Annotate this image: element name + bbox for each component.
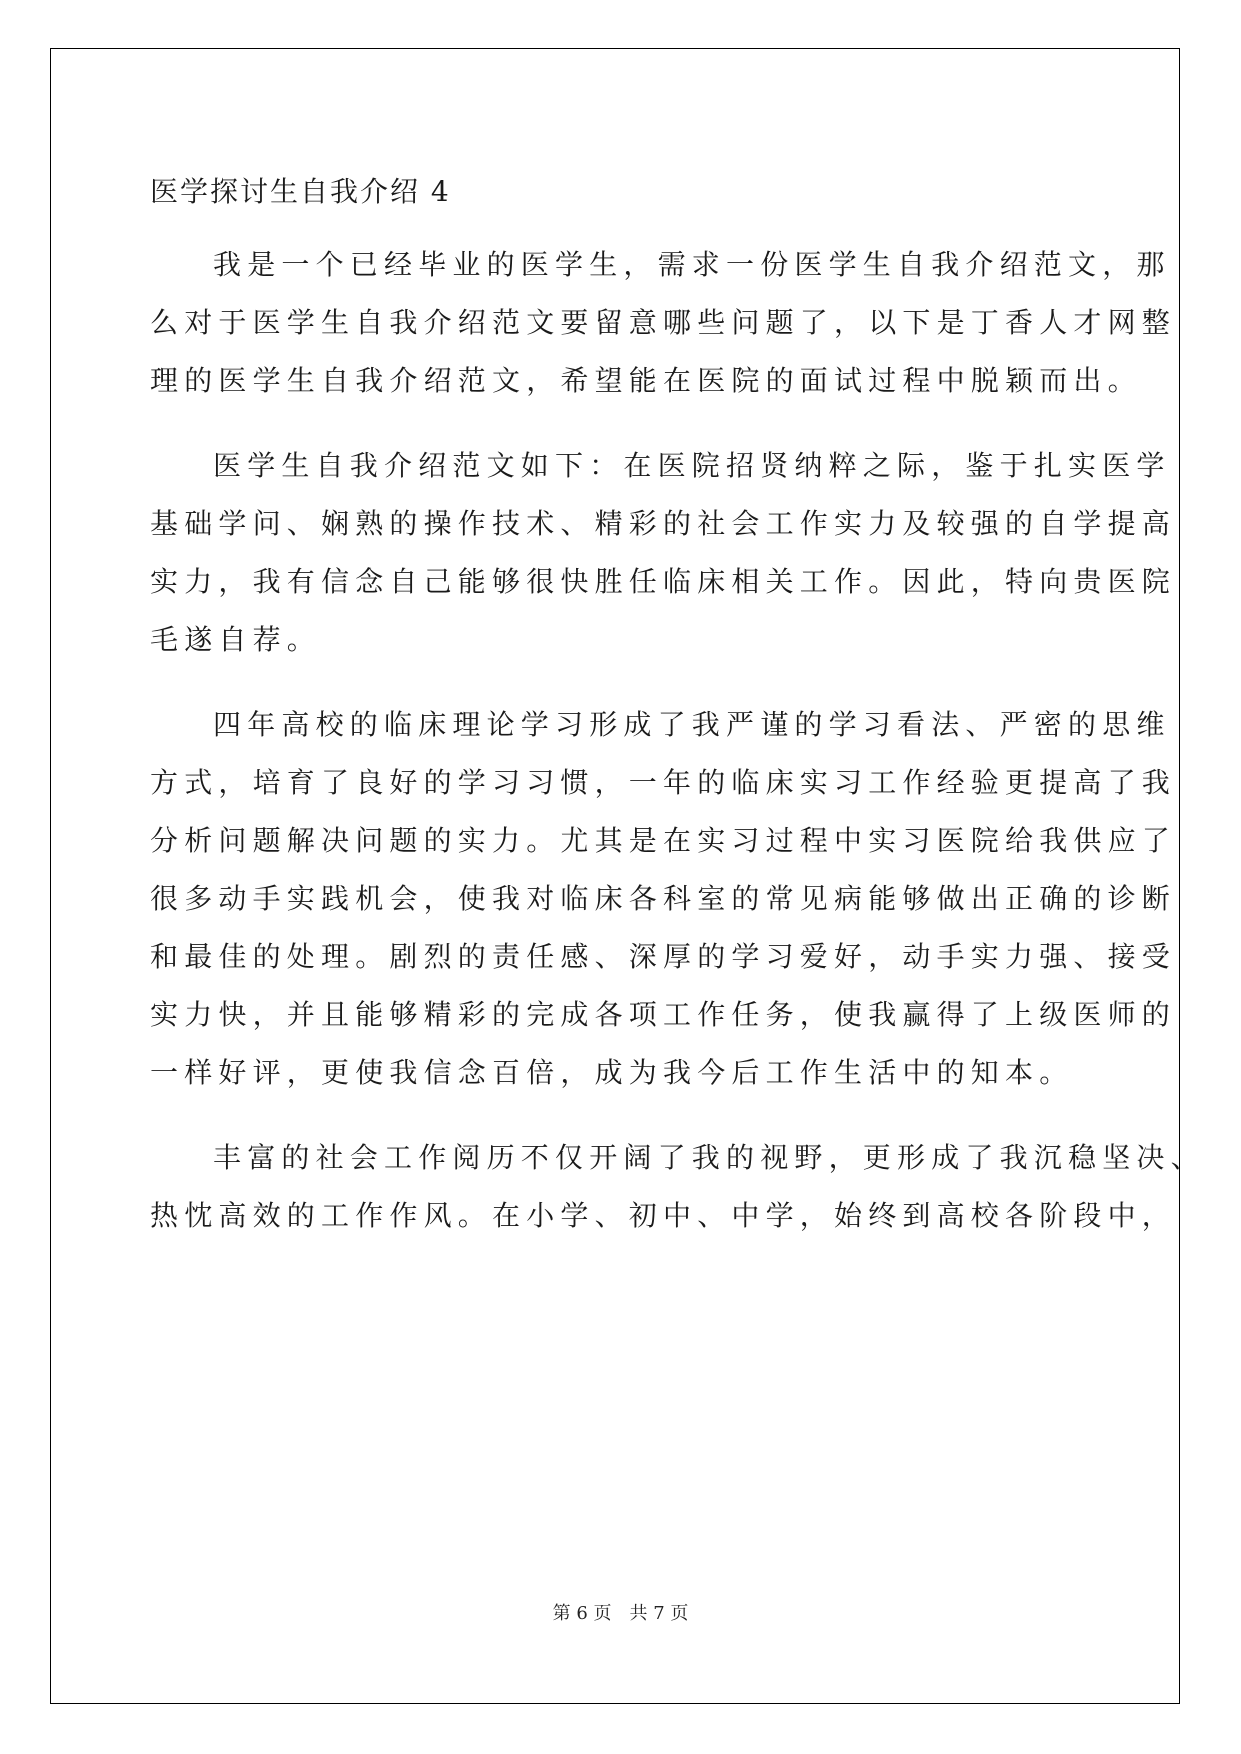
document-body bbox=[150, 162, 1205, 1272]
text-line: 毛遂自荐。 bbox=[150, 623, 322, 656]
text-line: 四年高校的临床理论学习形成了我严谨的学习看法、严密的思维 bbox=[213, 708, 1171, 741]
text-line: 和最佳的处理。剧烈的责任感、深厚的学习爱好，动手实力强、接受 bbox=[150, 940, 1177, 973]
document-title: 医学探讨生自我介绍 4 bbox=[150, 175, 451, 208]
text-line: 基础学问、娴熟的操作技术、精彩的社会工作实力及较强的自学提高 bbox=[150, 507, 1177, 540]
page-number-current: 第 6 页 bbox=[552, 1603, 612, 1624]
text-line: 热忱高效的工作作风。在小学、初中、中学，始终到高校各阶段中， bbox=[150, 1199, 1177, 1232]
text-line: 么对于医学生自我介绍范文要留意哪些问题了，以下是丁香人才网整 bbox=[150, 306, 1177, 339]
paragraph-1 bbox=[150, 236, 1177, 410]
page-number-total: 共 7 页 bbox=[629, 1603, 689, 1624]
text-line: 丰富的社会工作阅历不仅开阔了我的视野，更形成了我沉稳坚决、 bbox=[213, 1141, 1205, 1174]
paragraph-3 bbox=[150, 696, 1177, 1102]
text-line: 实力，我有信念自己能够很快胜任临床相关工作。因此，特向贵医院 bbox=[150, 565, 1177, 598]
text-line: 理的医学生自我介绍范文，希望能在医院的面试过程中脱颖而出。 bbox=[150, 364, 1142, 397]
text-line: 分析问题解决问题的实力。尤其是在实习过程中实习医院给我供应了 bbox=[150, 824, 1177, 857]
text-line: 一样好评，更使我信念百倍，成为我今后工作生活中的知本。 bbox=[150, 1056, 1074, 1089]
text-line: 很多动手实践机会，使我对临床各科室的常见病能够做出正确的诊断 bbox=[150, 882, 1177, 915]
text-line: 实力快，并且能够精彩的完成各项工作任务，使我赢得了上级医师的 bbox=[150, 998, 1177, 1031]
text-line: 我是一个已经毕业的医学生，需求一份医学生自我介绍范文，那 bbox=[213, 248, 1171, 281]
paragraph-2 bbox=[150, 437, 1177, 669]
page-footer bbox=[0, 1602, 1241, 1626]
text-line: 医学生自我介绍范文如下：在医院招贤纳粹之际，鉴于扎实医学 bbox=[213, 449, 1171, 482]
paragraph-4 bbox=[150, 1129, 1205, 1245]
text-line: 方式，培育了良好的学习习惯，一年的临床实习工作经验更提高了我 bbox=[150, 766, 1177, 799]
